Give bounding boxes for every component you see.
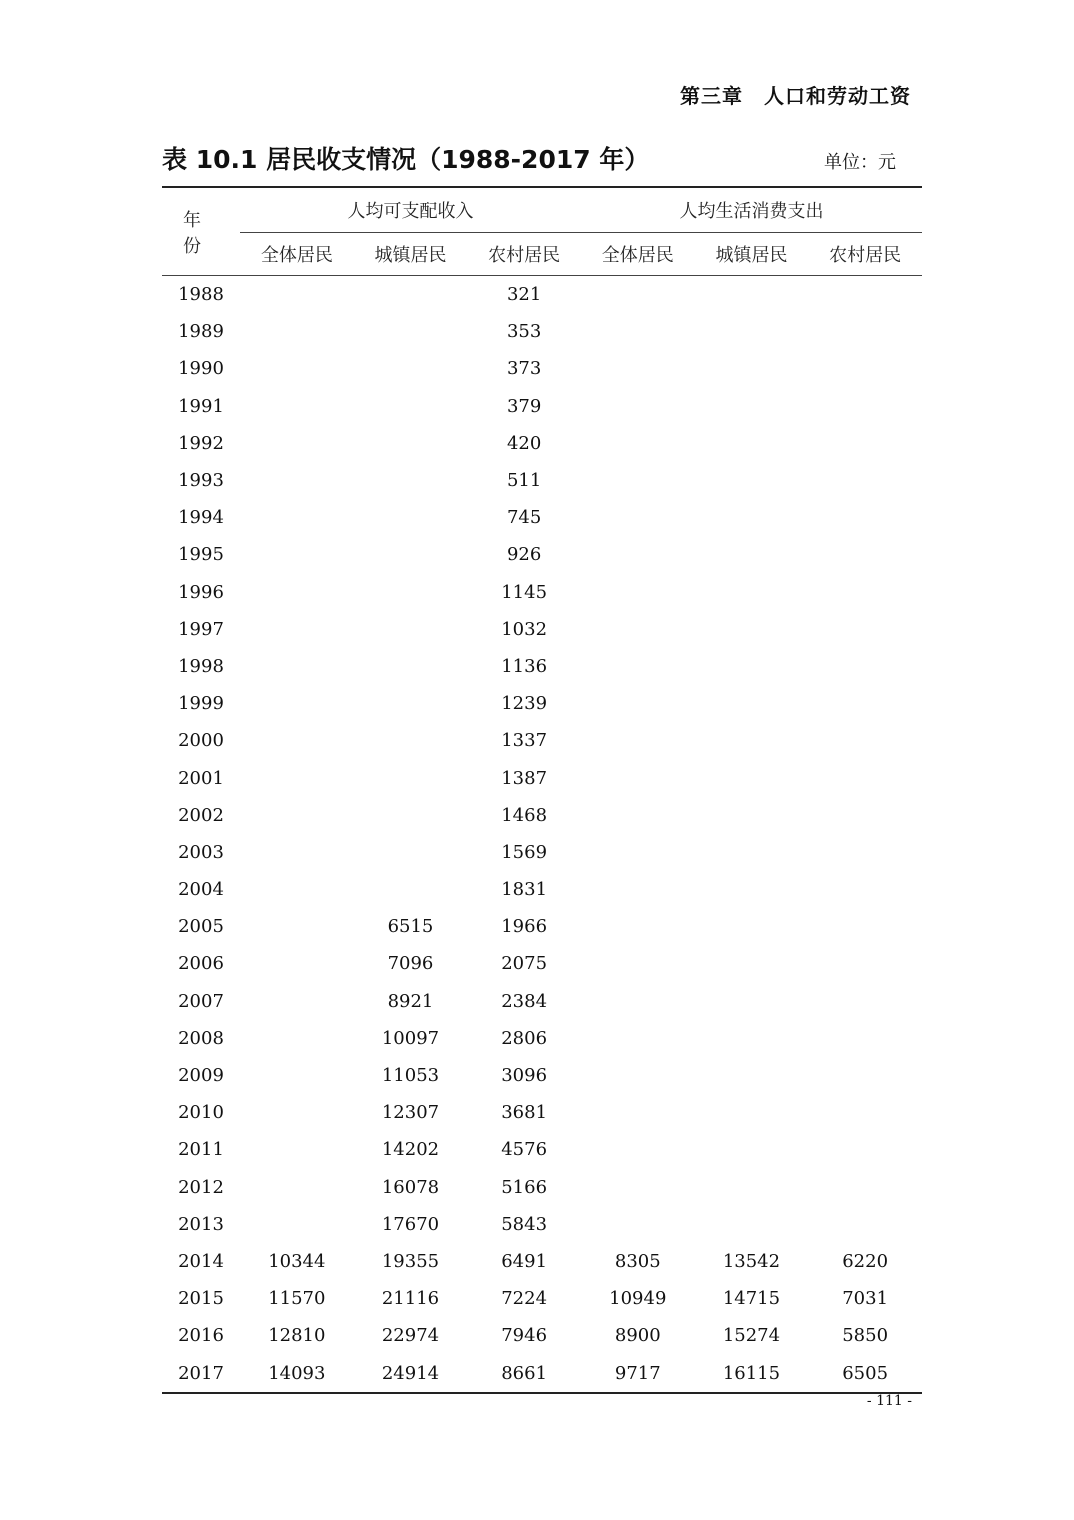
income-rural-cell: 1569 [501, 841, 548, 863]
expend-rural-cell [808, 276, 922, 314]
expend-rural-cell [808, 797, 922, 834]
expend-all-cell [581, 536, 695, 573]
income-urban-cell: 14202 [381, 1139, 440, 1161]
table-title: 表 10.1 居民收支情况（1988-2017 年） [162, 145, 650, 174]
income-rural-cell: 353 [506, 321, 542, 343]
income-urban-cell [354, 759, 468, 796]
income-all-cell [240, 499, 354, 536]
expend-urban-cell [695, 388, 809, 425]
income-urban-cell [354, 611, 468, 648]
expend-urban-cell [695, 797, 809, 834]
expend-urban-cell [695, 499, 809, 536]
expend-all-cell [581, 1057, 695, 1094]
table-row [162, 536, 922, 573]
income-urban-cell [354, 685, 468, 722]
expend-urban-cell: 13542 [722, 1250, 781, 1272]
table-row [162, 908, 922, 945]
unit-label: 单位：元 [824, 152, 896, 173]
sub-header-income-urban: 城镇居民 [354, 233, 468, 276]
expend-rural-cell [808, 983, 922, 1020]
income-all-cell: 14093 [240, 1354, 354, 1392]
sub-header-income-all: 全体居民 [240, 233, 354, 276]
income-rural-cell: 1966 [501, 916, 548, 938]
table-row [162, 313, 922, 350]
income-rural-cell: 321 [506, 284, 542, 306]
income-rural-cell: 1387 [501, 767, 548, 789]
expend-all-cell [581, 685, 695, 722]
year-cell: 1993 [178, 470, 224, 492]
income-urban-cell: 21116 [381, 1288, 440, 1310]
income-urban-cell [354, 574, 468, 611]
year-cell: 2001 [178, 767, 224, 789]
income-rural-cell: 379 [506, 395, 542, 417]
table-row [162, 945, 922, 982]
income-urban-cell: 6515 [387, 916, 434, 938]
year-cell: 2003 [178, 841, 224, 863]
income-all-cell [240, 1094, 354, 1131]
expend-rural-cell [808, 388, 922, 425]
income-rural-cell: 745 [506, 507, 542, 529]
income-urban-cell [354, 276, 468, 314]
expend-all-cell: 8305 [614, 1250, 661, 1272]
income-urban-cell [354, 722, 468, 759]
table-row [162, 834, 922, 871]
year-cell: 2000 [178, 730, 224, 752]
income-all-cell [240, 611, 354, 648]
expend-urban-cell [695, 425, 809, 462]
year-cell: 2004 [178, 879, 224, 901]
income-urban-cell: 10097 [381, 1027, 440, 1049]
title-row [162, 140, 922, 180]
expend-rural-cell [808, 1169, 922, 1206]
expend-all-cell [581, 276, 695, 314]
table-row [162, 462, 922, 499]
table-row [162, 759, 922, 796]
expend-all-cell [581, 945, 695, 982]
sub-header-expend-rural: 农村居民 [808, 233, 922, 276]
income-urban-cell [354, 871, 468, 908]
income-rural-cell: 1145 [501, 581, 548, 603]
income-all-cell: 12810 [268, 1325, 326, 1347]
group-header-row [162, 187, 922, 233]
income-urban-cell: 8921 [387, 990, 434, 1012]
expend-all-cell: 8900 [614, 1325, 661, 1347]
expend-rural-cell [808, 536, 922, 573]
year-cell: 1991 [178, 395, 224, 417]
table-row [162, 1094, 922, 1131]
year-cell: 1995 [178, 544, 224, 566]
page-number: - 111 - [866, 1393, 912, 1409]
income-rural-cell: 6491 [501, 1250, 548, 1272]
chapter-header: 第三章 人口和劳动工资 [680, 84, 911, 108]
expend-all-cell [581, 871, 695, 908]
expend-urban-cell: 16115 [695, 1354, 809, 1392]
year-cell: 2008 [178, 1027, 224, 1049]
income-all-cell [240, 425, 354, 462]
year-cell: 2007 [178, 990, 224, 1012]
expend-all-cell [581, 462, 695, 499]
income-urban-cell [354, 350, 468, 387]
year-cell: 2002 [178, 804, 224, 826]
income-all-cell [240, 276, 354, 314]
table-row [162, 648, 922, 685]
expend-rural-cell [808, 722, 922, 759]
year-cell: 1997 [178, 618, 224, 640]
year-cell: 2015 [178, 1288, 224, 1310]
expend-all-cell [581, 574, 695, 611]
income-rural-cell: 1136 [501, 655, 548, 677]
income-urban-cell [354, 648, 468, 685]
expend-urban-cell [695, 722, 809, 759]
income-expenditure-table [162, 186, 922, 1394]
income-urban-cell: 17670 [381, 1213, 440, 1235]
sub-header-expend-all: 全体居民 [581, 233, 695, 276]
expend-rural-cell [808, 834, 922, 871]
income-all-cell [240, 908, 354, 945]
income-all-cell [240, 797, 354, 834]
expend-all-cell [581, 834, 695, 871]
year-cell: 1988 [178, 284, 224, 306]
expend-rural-cell [808, 1131, 922, 1168]
expend-all-cell [581, 722, 695, 759]
income-rural-cell: 3681 [501, 1102, 548, 1124]
year-column-header: 年 份 [162, 187, 240, 276]
income-urban-cell [354, 313, 468, 350]
income-rural-cell: 511 [506, 470, 542, 492]
table-row [162, 797, 922, 834]
expend-rural-cell [808, 908, 922, 945]
expend-urban-cell [695, 945, 809, 982]
table-row [162, 425, 922, 462]
table-row [162, 1317, 922, 1354]
expend-rural-cell [808, 1206, 922, 1243]
year-cell: 2017 [162, 1354, 240, 1392]
income-rural-cell: 7946 [501, 1325, 548, 1347]
income-rural-cell: 2806 [501, 1027, 548, 1049]
expend-urban-cell: 15274 [722, 1325, 781, 1347]
income-all-cell [240, 313, 354, 350]
income-urban-cell [354, 462, 468, 499]
expend-urban-cell [695, 1131, 809, 1168]
expend-urban-cell [695, 350, 809, 387]
year-cell: 1994 [178, 507, 224, 529]
expend-urban-cell [695, 983, 809, 1020]
table-row [162, 983, 922, 1020]
year-cell: 2005 [178, 916, 224, 938]
table-row [162, 1057, 922, 1094]
income-rural-cell: 926 [506, 544, 542, 566]
year-cell: 1998 [178, 655, 224, 677]
expenditure-group-header: 人均生活消费支出 [581, 187, 922, 233]
expend-all-cell [581, 983, 695, 1020]
expend-all-cell [581, 1020, 695, 1057]
income-group-header: 人均可支配收入 [240, 187, 581, 233]
income-urban-cell [354, 499, 468, 536]
year-cell: 2014 [178, 1250, 224, 1272]
table-row [162, 1131, 922, 1168]
income-all-cell [240, 871, 354, 908]
expend-all-cell [581, 1094, 695, 1131]
income-all-cell [240, 1206, 354, 1243]
year-cell: 2012 [178, 1176, 224, 1198]
income-all-cell [240, 983, 354, 1020]
table-row [162, 685, 922, 722]
table-row [162, 276, 922, 314]
income-urban-cell [354, 797, 468, 834]
income-all-cell [240, 945, 354, 982]
expend-rural-cell [808, 350, 922, 387]
expend-all-cell [581, 1131, 695, 1168]
table-row [162, 1206, 922, 1243]
expend-urban-cell [695, 685, 809, 722]
income-rural-cell: 3096 [501, 1065, 548, 1087]
income-all-cell [240, 1020, 354, 1057]
expend-rural-cell [808, 462, 922, 499]
income-all-cell [240, 574, 354, 611]
year-cell: 2013 [178, 1213, 224, 1235]
expend-rural-cell: 7031 [842, 1288, 889, 1310]
table-row [162, 1169, 922, 1206]
expend-rural-cell [808, 574, 922, 611]
income-rural-cell: 1337 [501, 730, 548, 752]
year-cell: 2016 [178, 1325, 224, 1347]
expend-all-cell [581, 797, 695, 834]
expend-rural-cell [808, 759, 922, 796]
expend-urban-cell [695, 1206, 809, 1243]
expend-rural-cell [808, 945, 922, 982]
expend-urban-cell [695, 834, 809, 871]
expend-rural-cell [808, 871, 922, 908]
income-urban-cell: 22974 [381, 1325, 440, 1347]
expend-urban-cell [695, 313, 809, 350]
income-rural-cell: 1831 [501, 879, 548, 901]
income-rural-cell: 5166 [501, 1176, 548, 1198]
expend-all-cell [581, 313, 695, 350]
expend-rural-cell [808, 1094, 922, 1131]
expend-all-cell [581, 611, 695, 648]
expend-urban-cell [695, 1020, 809, 1057]
income-rural-cell: 7224 [501, 1288, 548, 1310]
income-all-cell [240, 388, 354, 425]
income-urban-cell: 11053 [381, 1065, 440, 1087]
table-row [162, 1280, 922, 1317]
income-urban-cell [354, 834, 468, 871]
expend-all-cell [581, 908, 695, 945]
expend-urban-cell [695, 1094, 809, 1131]
expend-urban-cell [695, 648, 809, 685]
income-all-cell [240, 1131, 354, 1168]
income-rural-cell: 1239 [501, 693, 548, 715]
sub-header-income-rural: 农村居民 [467, 233, 581, 276]
expend-rural-cell [808, 685, 922, 722]
table-row [162, 350, 922, 387]
expend-all-cell [581, 350, 695, 387]
expend-all-cell [581, 1206, 695, 1243]
sub-header-expend-urban: 城镇居民 [695, 233, 809, 276]
income-all-cell [240, 648, 354, 685]
year-cell: 1996 [178, 581, 224, 603]
table-row [162, 1020, 922, 1057]
expend-all-cell [581, 759, 695, 796]
income-urban-cell: 16078 [381, 1176, 440, 1198]
expend-urban-cell [695, 276, 809, 314]
income-rural-cell: 420 [506, 432, 542, 454]
income-all-cell [240, 685, 354, 722]
year-cell: 1992 [178, 432, 224, 454]
expend-all-cell [581, 499, 695, 536]
year-cell: 2011 [178, 1139, 224, 1161]
year-cell: 1999 [178, 693, 224, 715]
income-all-cell [240, 834, 354, 871]
income-rural-cell: 5843 [501, 1213, 548, 1235]
table-row [162, 1354, 922, 1392]
table-row [162, 871, 922, 908]
expend-rural-cell [808, 499, 922, 536]
expend-urban-cell [695, 574, 809, 611]
expend-urban-cell [695, 536, 809, 573]
income-all-cell: 11570 [268, 1288, 326, 1310]
expend-rural-cell [808, 313, 922, 350]
table-row [162, 499, 922, 536]
income-urban-cell: 12307 [381, 1102, 440, 1124]
income-rural-cell: 1468 [501, 804, 548, 826]
expend-rural-cell: 6505 [808, 1354, 922, 1392]
expend-urban-cell: 14715 [722, 1288, 781, 1310]
expend-rural-cell: 6220 [842, 1250, 889, 1272]
expend-all-cell [581, 388, 695, 425]
income-urban-cell: 24914 [354, 1354, 468, 1392]
year-cell: 2006 [178, 953, 224, 975]
sub-header-row [162, 233, 922, 276]
income-rural-cell: 2384 [501, 990, 548, 1012]
table-body [162, 276, 922, 1393]
income-rural-cell: 373 [506, 358, 542, 380]
expend-rural-cell [808, 1057, 922, 1094]
income-all-cell: 10344 [268, 1250, 326, 1272]
expend-rural-cell: 5850 [842, 1325, 889, 1347]
income-all-cell [240, 759, 354, 796]
income-urban-cell [354, 425, 468, 462]
table-row [162, 722, 922, 759]
expend-urban-cell [695, 1057, 809, 1094]
income-urban-cell: 19355 [381, 1250, 440, 1272]
income-all-cell [240, 722, 354, 759]
expend-all-cell: 9717 [581, 1354, 695, 1392]
expend-urban-cell [695, 462, 809, 499]
income-rural-cell: 8661 [467, 1354, 581, 1392]
expend-rural-cell [808, 611, 922, 648]
income-all-cell [240, 462, 354, 499]
income-all-cell [240, 1169, 354, 1206]
year-cell: 2009 [178, 1065, 224, 1087]
table-row [162, 574, 922, 611]
expend-all-cell [581, 1169, 695, 1206]
expend-all-cell [581, 425, 695, 462]
income-all-cell [240, 536, 354, 573]
expend-urban-cell [695, 871, 809, 908]
year-cell: 2010 [178, 1102, 224, 1124]
expend-rural-cell [808, 1020, 922, 1057]
income-all-cell [240, 1057, 354, 1094]
income-rural-cell: 2075 [501, 953, 548, 975]
income-urban-cell: 7096 [387, 953, 434, 975]
income-urban-cell [354, 536, 468, 573]
table-row [162, 611, 922, 648]
expend-rural-cell [808, 425, 922, 462]
income-rural-cell: 1032 [501, 618, 548, 640]
expend-all-cell: 10949 [609, 1288, 667, 1310]
expend-urban-cell [695, 908, 809, 945]
year-cell: 1990 [178, 358, 224, 380]
expend-urban-cell [695, 759, 809, 796]
expend-all-cell [581, 648, 695, 685]
table-row [162, 1243, 922, 1280]
expend-urban-cell [695, 1169, 809, 1206]
income-all-cell [240, 350, 354, 387]
income-urban-cell [354, 388, 468, 425]
year-cell: 1989 [178, 321, 224, 343]
table-row [162, 388, 922, 425]
expend-rural-cell [808, 648, 922, 685]
expend-urban-cell [695, 611, 809, 648]
income-rural-cell: 4576 [501, 1139, 548, 1161]
